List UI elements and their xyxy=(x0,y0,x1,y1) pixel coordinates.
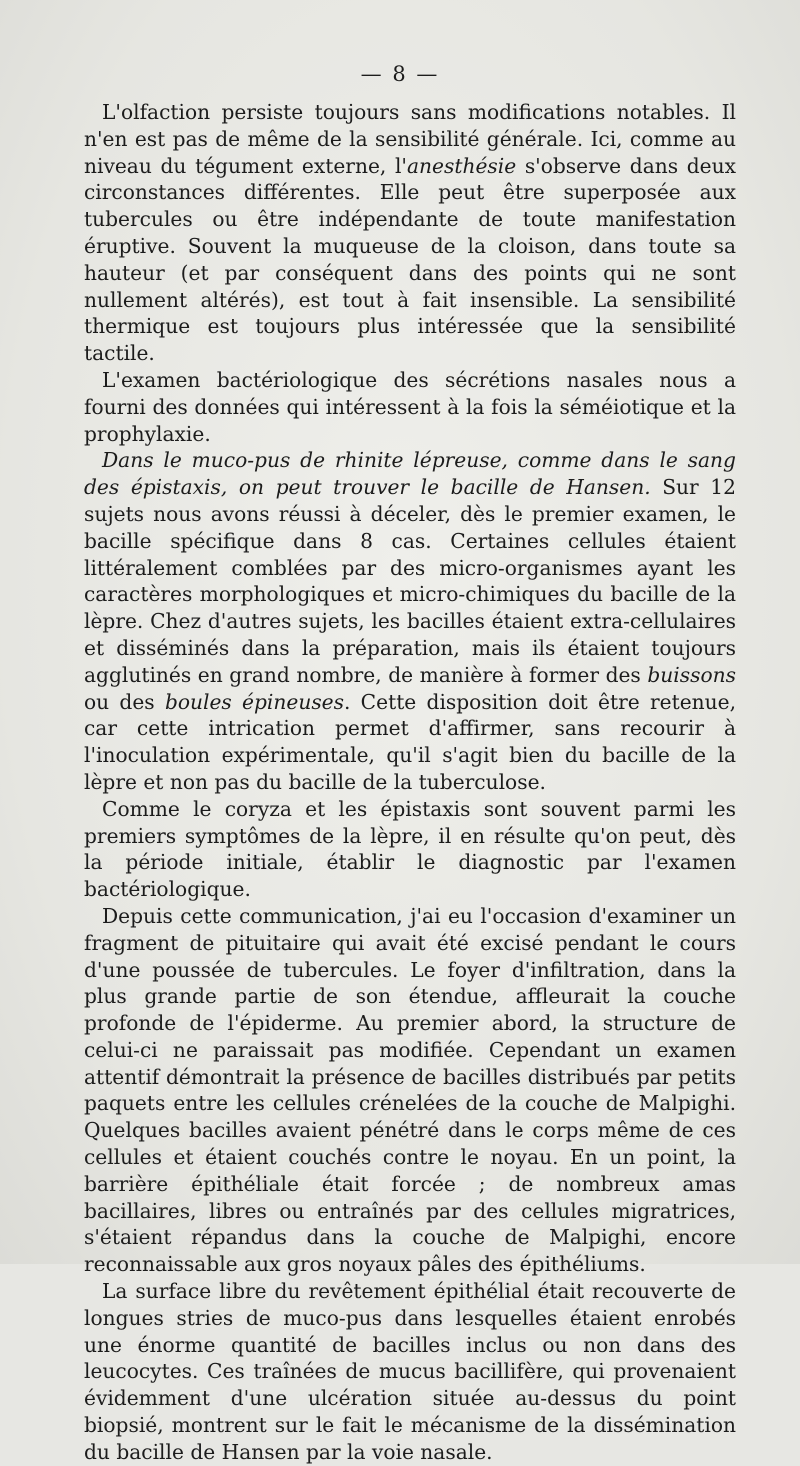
italic-text: Dans le muco-pus de rhinite lépreuse, comme dans le sang des épistaxis, on peut trouver le bacille de Hansen. xyxy=(84,448,736,500)
text-run: Comme le coryza et les épistaxis sont souvent parmi les premiers symptômes de la lèpre, il en résulte qu'on peut, dès la période initiale, établir le diagnostic par l'examen bactériologique. xyxy=(84,796,736,902)
text-run: L'examen bactériologique des sécrétions nasales nous a fourni des données qui intéressent à la fois la séméiotique et la prophylaxie. xyxy=(84,367,736,446)
italic-text: anesthésie xyxy=(407,153,517,178)
paragraph xyxy=(84,367,736,447)
body-text xyxy=(84,99,736,1466)
text-run: . Cette disposition doit être retenue, car cette intrication permet d'affirmer, sans recourir à l'inoculation expérimentale, qu'il s'agit bien du bacille de la lèpre et non pas du bacille de la tuberculose. xyxy=(84,689,737,794)
paragraph xyxy=(84,796,736,903)
text-run: Depuis cette communication, j'ai eu l'occasion d'examiner un fragment de pituitaire qui avait été excisé pendant le cours d'une poussée de tubercules. Le foyer d'infiltration, dans la plus grande partie de son étendue, affleurait la couche profonde de l'épiderme. Au premier abord, la structure de celui-ci ne paraissait pas modifiée. Cependant un examen attentif démontrait la présence de bacilles distribués par petits paquets entre les cellules crénelées de la couche de Malpighi. Quelques bacilles avaient pénétré dans le corps même de ces cellules et étaient couchés contre le noyau. En un point, la barrière épithéliale était forcée ; de nombreux amas bacillaires, libres ou entraînés par des cellules migratrices, s'étaient répandus dans la couche de Malpighi, encore reconnaissable aux gros noyaux pâles des épithéliums. xyxy=(84,903,736,1277)
paragraph xyxy=(84,447,736,795)
text-run: ou des xyxy=(84,689,165,714)
italic-text: boules épineuses xyxy=(164,689,344,714)
page-number: — 8 — xyxy=(360,62,440,86)
paragraph xyxy=(84,99,736,367)
text-run: Sur 12 sujets nous avons réussi à déceler, dès le premier examen, le bacille spécifique dans 8 cas. Certaines cellules étaient littéralement comblées par des micro-organismes ayant les caractères morphologiques et micro-chimiques du bacille de la lèpre. Chez d'autres sujets, les bacilles étaient extra-cellulaires et disséminés dans la préparation, mais ils étaient toujours agglutinés en grand nombre, de manière à former des xyxy=(84,475,736,687)
italic-text: buissons xyxy=(647,662,736,687)
text-run: s'observe dans deux circonstances différentes. Elle peut être superposée aux tubercules ou être indépendante de toute manifestation éruptive. Souvent la muqueuse de la cloison, dans toute sa hauteur (et par conséquent dans des points qui ne sont nullement altérés), est tout à fait insensible. La sensibilité thermique est toujours plus intéressée que la sensibilité tactile. xyxy=(84,153,737,366)
text-run: L'olfaction persiste toujours sans modifications notables. Il n'en est pas de même de la sensibilité générale. Ici, comme au niveau du tégument externe, l' xyxy=(84,100,736,178)
paragraph xyxy=(84,1278,736,1466)
text-run: La surface libre du revêtement épithélial était recouverte de longues stries de muco-pus dans lesquelles étaient enrobés une énorme quantité de bacilles inclus ou non dans des leucocytes. Ces traînées de mucus bacillifère, qui provenaient évidemment d'une ulcération située au-dessus du point biopsié, montrent sur le fait le mécanisme de la dissémination du bacille de Hansen par la voie nasale. xyxy=(84,1279,736,1464)
paragraph xyxy=(84,903,736,1278)
